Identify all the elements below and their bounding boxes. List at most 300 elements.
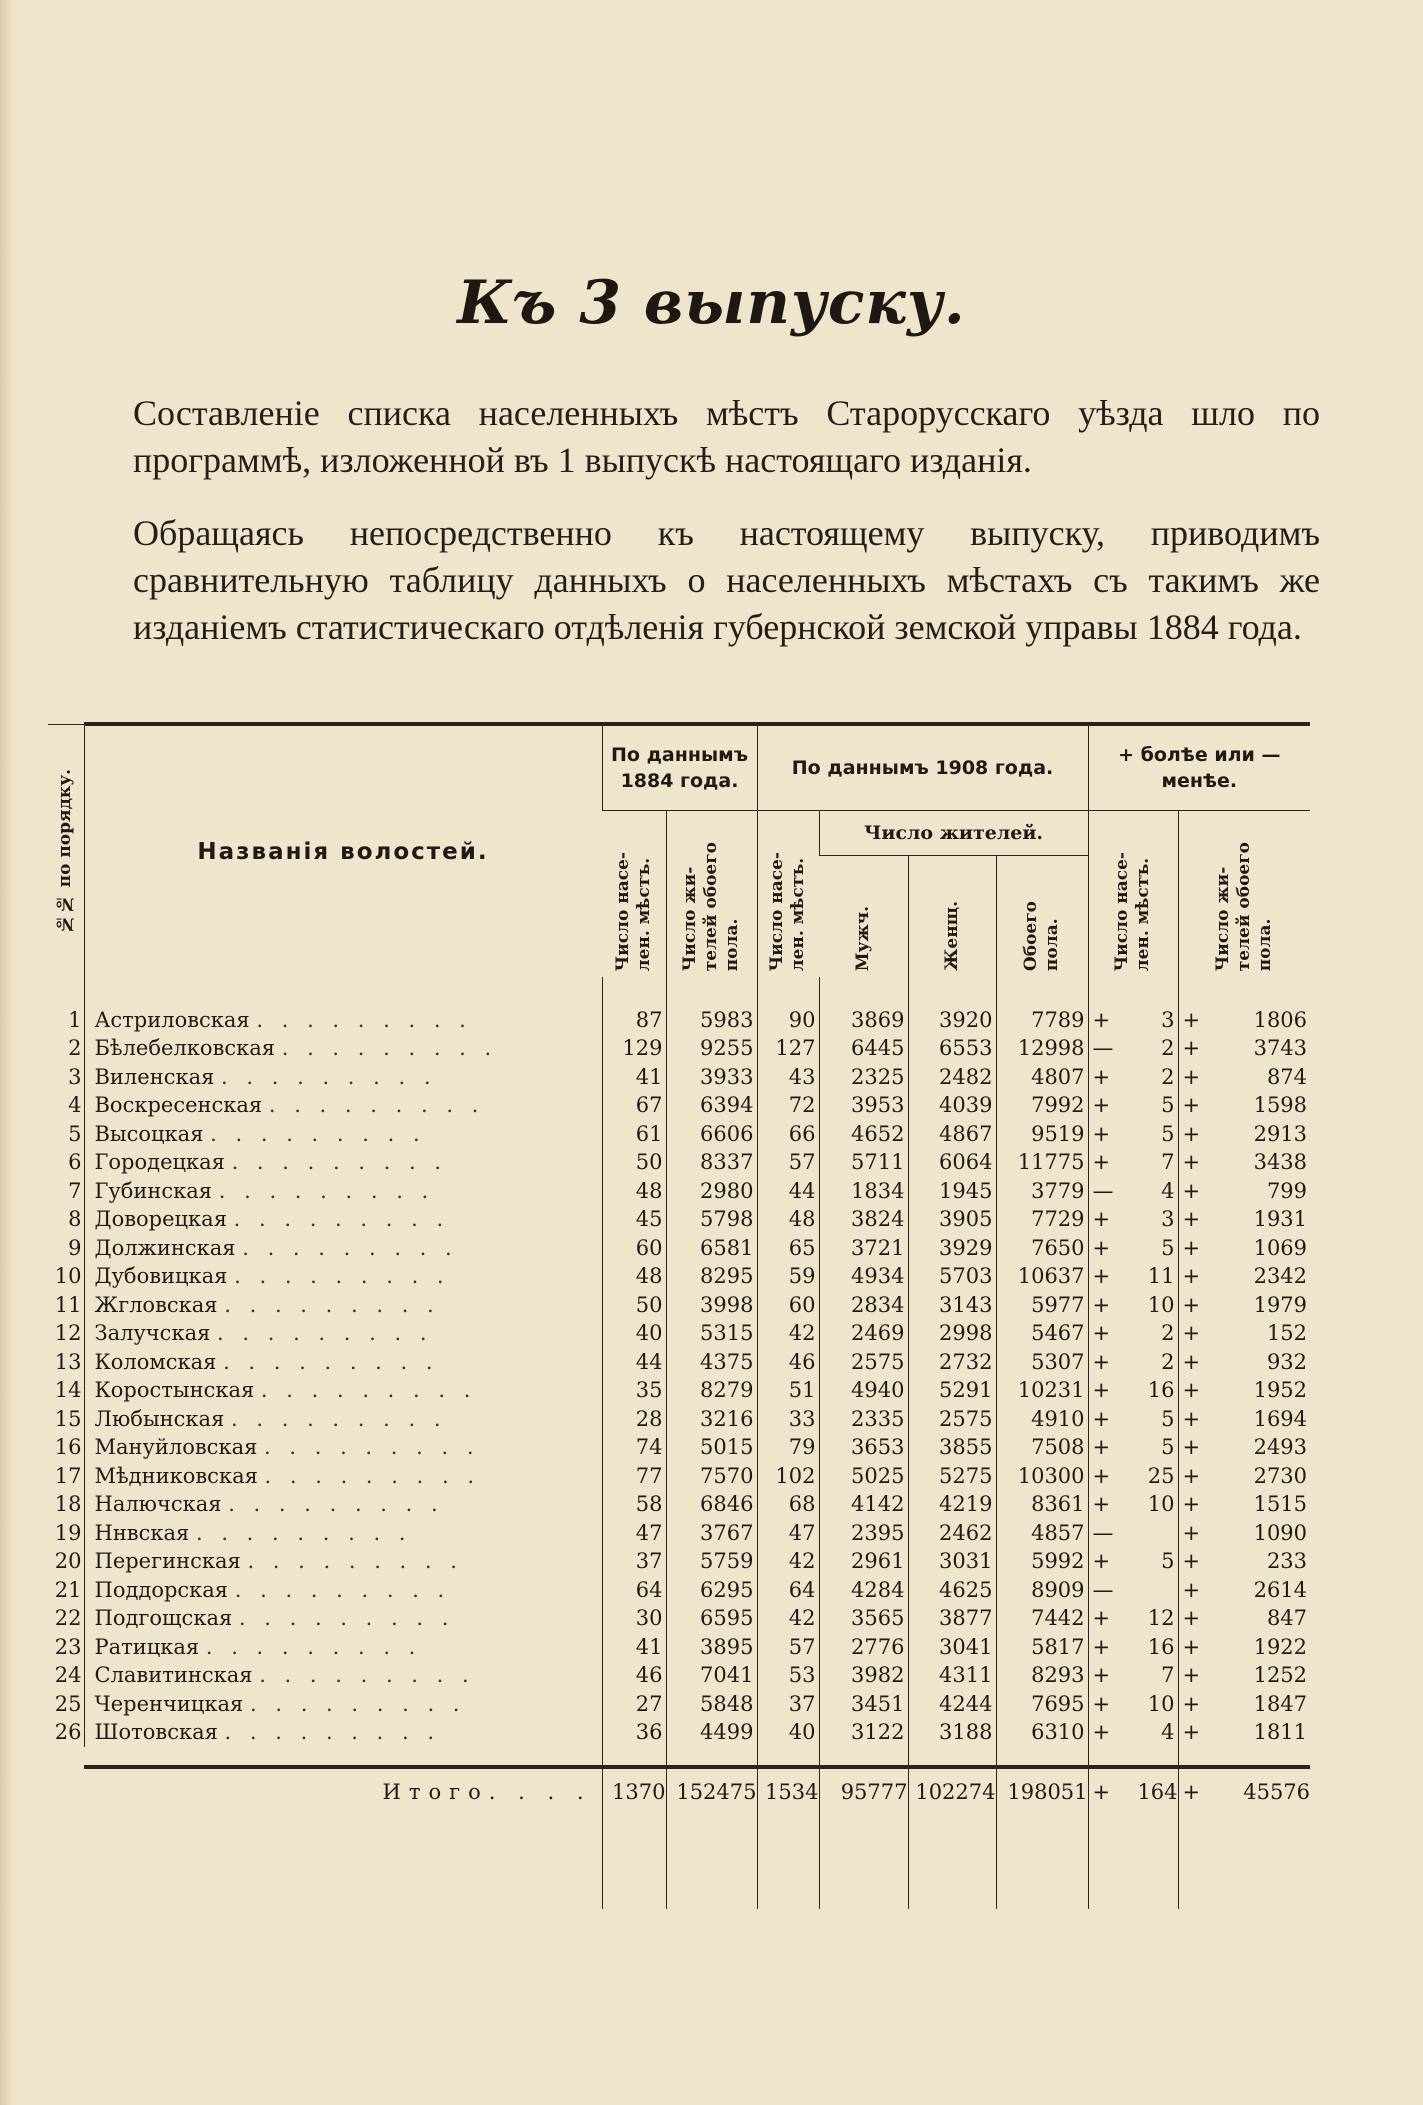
cell-places-1884: 67 xyxy=(602,1091,666,1120)
cell-places-1908: 37 xyxy=(757,1690,819,1719)
cell-both: 9519 xyxy=(996,1120,1088,1149)
cell-female: 3929 xyxy=(908,1234,996,1263)
cell-places-1884: 46 xyxy=(602,1661,666,1690)
total-gap xyxy=(48,1747,1310,1767)
cell-male: 4940 xyxy=(819,1376,908,1405)
cell-pop-diff: + 1090 xyxy=(1178,1519,1310,1548)
cell-places-diff: + 5 xyxy=(1088,1433,1178,1462)
volost-name: Астриловская . . . . . . . . . xyxy=(84,1006,602,1035)
cell-both: 7442 xyxy=(996,1604,1088,1633)
cell-places-1908: 64 xyxy=(757,1576,819,1605)
cell-pop-1884: 3895 xyxy=(666,1633,757,1662)
table-row xyxy=(48,1291,1310,1320)
total-female: 102274 xyxy=(908,1767,996,1815)
cell-female: 3031 xyxy=(908,1547,996,1576)
table-row xyxy=(48,1348,1310,1377)
cell-male: 3122 xyxy=(819,1718,908,1747)
cell-places-diff: — 4 xyxy=(1088,1177,1178,1206)
cell-both: 10300 xyxy=(996,1462,1088,1491)
volost-name: Воскресенская . . . . . . . . . xyxy=(84,1091,602,1120)
cell-pop-1884: 2980 xyxy=(666,1177,757,1206)
cell-female: 2998 xyxy=(908,1319,996,1348)
cell-both: 4910 xyxy=(996,1405,1088,1434)
cell-pop-diff: + 1694 xyxy=(1178,1405,1310,1434)
volost-name: Мануйловская . . . . . . . . . xyxy=(84,1433,602,1462)
col-places-1884: Число насе- лен. мѣстъ. xyxy=(602,811,666,978)
cell-places-1884: 41 xyxy=(602,1063,666,1092)
cell-places-diff: + 2 xyxy=(1088,1063,1178,1092)
table-row xyxy=(48,1034,1310,1063)
table-row xyxy=(48,1063,1310,1092)
table-tail xyxy=(48,1815,1310,1909)
cell-pop-1884: 3767 xyxy=(666,1519,757,1548)
group-diff-header: + болѣе или — менѣе. xyxy=(1088,724,1310,811)
total-male: 95777 xyxy=(819,1767,908,1815)
table-row xyxy=(48,1091,1310,1120)
table-body xyxy=(48,977,1310,1747)
cell-places-diff: + 16 xyxy=(1088,1633,1178,1662)
cell-female: 4867 xyxy=(908,1120,996,1149)
cell-places-diff: + 3 xyxy=(1088,1205,1178,1234)
cell-male: 4934 xyxy=(819,1262,908,1291)
cell-places-1908: 68 xyxy=(757,1490,819,1519)
table-row xyxy=(48,1205,1310,1234)
cell-places-1884: 58 xyxy=(602,1490,666,1519)
cell-female: 3855 xyxy=(908,1433,996,1462)
cell-places-1884: 37 xyxy=(602,1547,666,1576)
cell-pop-diff: + 1069 xyxy=(1178,1234,1310,1263)
cell-places-diff: + 5 xyxy=(1088,1234,1178,1263)
cell-pop-1884: 6606 xyxy=(666,1120,757,1149)
cell-places-diff: + 2 xyxy=(1088,1348,1178,1377)
cell-male: 3721 xyxy=(819,1234,908,1263)
cell-pop-diff: + 1811 xyxy=(1178,1718,1310,1747)
col-female: Женщ. xyxy=(908,856,996,978)
cell-both: 12998 xyxy=(996,1034,1088,1063)
table-row xyxy=(48,1462,1310,1491)
total-row xyxy=(48,1767,1310,1815)
cell-pop-1884: 4375 xyxy=(666,1348,757,1377)
cell-places-1908: 44 xyxy=(757,1177,819,1206)
cell-pop-1884: 3933 xyxy=(666,1063,757,1092)
row-number: 1 xyxy=(68,1007,82,1032)
cell-both: 6310 xyxy=(996,1718,1088,1747)
volost-name: Черенчицкая . . . . . . . . . xyxy=(84,1690,602,1719)
cell-male: 2395 xyxy=(819,1519,908,1548)
cell-both: 10231 xyxy=(996,1376,1088,1405)
cell-pop-1884: 7041 xyxy=(666,1661,757,1690)
cell-both: 7650 xyxy=(996,1234,1088,1263)
volost-name: Дубовицкая . . . . . . . . . xyxy=(84,1262,602,1291)
cell-both: 5817 xyxy=(996,1633,1088,1662)
cell-places-1908: 42 xyxy=(757,1547,819,1576)
cell-male: 4284 xyxy=(819,1576,908,1605)
table-row xyxy=(48,1319,1310,1348)
volost-name: Ратицкая . . . . . . . . . xyxy=(84,1633,602,1662)
volost-name: Поддорская . . . . . . . . . xyxy=(84,1576,602,1605)
cell-female: 6553 xyxy=(908,1034,996,1063)
cell-pop-diff: + 2342 xyxy=(1178,1262,1310,1291)
cell-male: 3982 xyxy=(819,1661,908,1690)
row-number: 8 xyxy=(68,1207,82,1231)
cell-places-1884: 30 xyxy=(602,1604,666,1633)
cell-pop-diff: + 847 xyxy=(1178,1604,1310,1633)
cell-male: 3451 xyxy=(819,1690,908,1719)
total-pop-diff: + 45576 xyxy=(1178,1767,1310,1815)
cell-male: 5025 xyxy=(819,1462,908,1491)
table-row xyxy=(48,1177,1310,1206)
cell-male: 2961 xyxy=(819,1547,908,1576)
cell-pop-1884: 6394 xyxy=(666,1091,757,1120)
cell-both: 7508 xyxy=(996,1433,1088,1462)
table-row xyxy=(48,1547,1310,1576)
cell-places-1884: 60 xyxy=(602,1234,666,1263)
cell-pop-1884: 7570 xyxy=(666,1462,757,1491)
cell-places-1908: 102 xyxy=(757,1462,819,1491)
table-row xyxy=(48,1690,1310,1719)
table-row xyxy=(48,1006,1310,1035)
cell-places-1884: 48 xyxy=(602,1177,666,1206)
volost-name: Жгловская . . . . . . . . . xyxy=(84,1291,602,1320)
volost-name: Ннвская . . . . . . . . . xyxy=(84,1519,602,1548)
table-row xyxy=(48,1120,1310,1149)
cell-places-1908: 72 xyxy=(757,1091,819,1120)
cell-both: 4857 xyxy=(996,1519,1088,1548)
cell-both: 7992 xyxy=(996,1091,1088,1120)
row-number: 16 xyxy=(54,1435,82,1459)
cell-places-1884: 77 xyxy=(602,1462,666,1491)
cell-female: 3905 xyxy=(908,1205,996,1234)
cell-places-1908: 66 xyxy=(757,1120,819,1149)
cell-places-1908: 79 xyxy=(757,1433,819,1462)
cell-pop-1884: 4499 xyxy=(666,1718,757,1747)
cell-places-diff: + 10 xyxy=(1088,1490,1178,1519)
cell-pop-diff: + 2614 xyxy=(1178,1576,1310,1605)
cell-both: 8293 xyxy=(996,1661,1088,1690)
volost-name: Залучская . . . . . . . . . xyxy=(84,1319,602,1348)
row-number: 5 xyxy=(68,1121,82,1146)
cell-places-diff: + 7 xyxy=(1088,1661,1178,1690)
volost-name: Виленская . . . . . . . . . xyxy=(84,1063,602,1092)
cell-places-diff: — xyxy=(1088,1519,1178,1548)
cell-places-1908: 65 xyxy=(757,1234,819,1263)
cell-female: 2575 xyxy=(908,1405,996,1434)
cell-pop-diff: + 1922 xyxy=(1178,1633,1310,1662)
total-places-diff: + 164 xyxy=(1088,1767,1178,1815)
cell-places-1908: 57 xyxy=(757,1633,819,1662)
cell-places-1884: 47 xyxy=(602,1519,666,1548)
row-number: 9 xyxy=(68,1235,82,1260)
row-number: 10 xyxy=(54,1264,82,1288)
cell-places-diff: + 5 xyxy=(1088,1547,1178,1576)
cell-places-1884: 74 xyxy=(602,1433,666,1462)
total-places-1884: 1370 xyxy=(602,1767,666,1815)
table-row xyxy=(48,1519,1310,1548)
cell-female: 5703 xyxy=(908,1262,996,1291)
row-number: 7 xyxy=(68,1178,82,1203)
cell-female: 2732 xyxy=(908,1348,996,1377)
cell-pop-1884: 8337 xyxy=(666,1148,757,1177)
cell-places-diff: + 12 xyxy=(1088,1604,1178,1633)
cell-places-1884: 35 xyxy=(602,1376,666,1405)
cell-female: 5275 xyxy=(908,1462,996,1491)
cell-pop-diff: + 1931 xyxy=(1178,1205,1310,1234)
cell-pop-1884: 5798 xyxy=(666,1205,757,1234)
intro-paragraph: Составленіе списка населенныхъ мѣстъ Старорусскаго уѣзда шло по программѣ, изложенной въ 1 выпускѣ настоящаго изданія. xyxy=(133,393,1320,480)
row-number: 13 xyxy=(54,1349,82,1374)
table-row xyxy=(48,1376,1310,1405)
cell-female: 2482 xyxy=(908,1063,996,1092)
cell-pop-diff: + 932 xyxy=(1178,1348,1310,1377)
cell-male: 3653 xyxy=(819,1433,908,1462)
cell-female: 4625 xyxy=(908,1576,996,1605)
cell-pop-1884: 8279 xyxy=(666,1376,757,1405)
cell-pop-diff: + 1598 xyxy=(1178,1091,1310,1120)
cell-pop-diff: + 1515 xyxy=(1178,1490,1310,1519)
cell-places-diff: + 5 xyxy=(1088,1120,1178,1149)
cell-both: 7729 xyxy=(996,1205,1088,1234)
cell-pop-1884: 6581 xyxy=(666,1234,757,1263)
row-number: 14 xyxy=(54,1378,82,1402)
row-number: 24 xyxy=(54,1663,82,1687)
cell-pop-1884: 5315 xyxy=(666,1319,757,1348)
row-number: 26 xyxy=(54,1720,82,1744)
row-number: 18 xyxy=(54,1492,82,1516)
cell-female: 2462 xyxy=(908,1519,996,1548)
cell-female: 4311 xyxy=(908,1661,996,1690)
cell-male: 2776 xyxy=(819,1633,908,1662)
volost-name: Коростынская . . . . . . . . . xyxy=(84,1376,602,1405)
cell-pop-diff: + 1252 xyxy=(1178,1661,1310,1690)
cell-places-1884: 44 xyxy=(602,1348,666,1377)
cell-pop-1884: 6295 xyxy=(666,1576,757,1605)
row-number-header: №№ по порядку. xyxy=(48,724,84,977)
cell-pop-1884: 5759 xyxy=(666,1547,757,1576)
cell-places-diff: + 4 xyxy=(1088,1718,1178,1747)
table-row xyxy=(48,1148,1310,1177)
row-number: 15 xyxy=(54,1406,82,1431)
comparison-table xyxy=(48,722,1310,1909)
cell-places-diff: + 2 xyxy=(1088,1319,1178,1348)
volost-name: Доворецкая . . . . . . . . . xyxy=(84,1205,602,1234)
cell-pop-1884: 9255 xyxy=(666,1034,757,1063)
cell-pop-diff: + 799 xyxy=(1178,1177,1310,1206)
cell-places-diff: + 11 xyxy=(1088,1262,1178,1291)
table-row xyxy=(48,1633,1310,1662)
volost-name: Высоцкая . . . . . . . . . xyxy=(84,1120,602,1149)
volost-name: Любынская . . . . . . . . . xyxy=(84,1405,602,1434)
cell-places-1908: 42 xyxy=(757,1319,819,1348)
cell-places-1908: 40 xyxy=(757,1718,819,1747)
cell-pop-diff: + 1847 xyxy=(1178,1690,1310,1719)
cell-pop-1884: 3998 xyxy=(666,1291,757,1320)
col-pop-diff: Число жи- телей обоего пола. xyxy=(1178,811,1310,978)
row-number: 2 xyxy=(68,1036,82,1060)
cell-both: 3779 xyxy=(996,1177,1088,1206)
volost-name: Налючская . . . . . . . . . xyxy=(84,1490,602,1519)
volost-name: Городецкая . . . . . . . . . xyxy=(84,1148,602,1177)
cell-female: 6064 xyxy=(908,1148,996,1177)
cell-pop-1884: 5848 xyxy=(666,1690,757,1719)
cell-male: 6445 xyxy=(819,1034,908,1063)
group-1884-header: По даннымъ 1884 года. xyxy=(602,724,757,811)
cell-both: 5977 xyxy=(996,1291,1088,1320)
cell-both: 4807 xyxy=(996,1063,1088,1092)
cell-male: 3869 xyxy=(819,1006,908,1035)
total-both: 198051 xyxy=(996,1767,1088,1815)
table-row xyxy=(48,1576,1310,1605)
col-both: Обоего пола. xyxy=(996,856,1088,978)
cell-female: 3877 xyxy=(908,1604,996,1633)
cell-places-1908: 47 xyxy=(757,1519,819,1548)
cell-male: 3824 xyxy=(819,1205,908,1234)
comparison-paragraph: Обращаясь непосредственно къ настоящему выпуску, приводимъ сравнительную таблицу данныхъ о населенныхъ мѣстахъ съ такимъ же изданіемъ статистическаго отдѣленія губернской земской управы 1884 года. xyxy=(133,513,1320,647)
group-1908-header: По даннымъ 1908 года. xyxy=(757,724,1088,811)
volost-name: Подгощская . . . . . . . . . xyxy=(84,1604,602,1633)
cell-places-diff: — xyxy=(1088,1576,1178,1605)
cell-places-1884: 129 xyxy=(602,1034,666,1063)
col-pop-1884: Число жи- телей обоего пола. xyxy=(666,811,757,978)
row-number: 22 xyxy=(54,1606,82,1630)
cell-both: 8361 xyxy=(996,1490,1088,1519)
col-male: Мужч. xyxy=(819,856,908,978)
cell-places-diff: + 3 xyxy=(1088,1006,1178,1035)
cell-female: 5291 xyxy=(908,1376,996,1405)
col-places-1908: Число насе- лен. мѣстъ. xyxy=(757,811,819,978)
row-number: 23 xyxy=(54,1634,82,1659)
cell-both: 11775 xyxy=(996,1148,1088,1177)
cell-pop-diff: + 152 xyxy=(1178,1319,1310,1348)
volost-name: Шотовская . . . . . . . . . xyxy=(84,1718,602,1747)
cell-pop-diff: + 2493 xyxy=(1178,1433,1310,1462)
cell-both: 7695 xyxy=(996,1690,1088,1719)
cell-places-diff: + 10 xyxy=(1088,1690,1178,1719)
cell-female: 3188 xyxy=(908,1718,996,1747)
cell-places-diff: + 5 xyxy=(1088,1405,1178,1434)
names-header: Названія волостей. xyxy=(84,724,602,977)
row-number: 20 xyxy=(54,1549,82,1573)
col-places-diff: Число насе- лен. мѣстъ. xyxy=(1088,811,1178,978)
cell-male: 4652 xyxy=(819,1120,908,1149)
cell-places-1908: 59 xyxy=(757,1262,819,1291)
cell-pop-diff: + 3743 xyxy=(1178,1034,1310,1063)
cell-places-1884: 45 xyxy=(602,1205,666,1234)
cell-places-1884: 41 xyxy=(602,1633,666,1662)
cell-places-diff: + 7 xyxy=(1088,1148,1178,1177)
cell-places-1908: 43 xyxy=(757,1063,819,1092)
cell-both: 8909 xyxy=(996,1576,1088,1605)
row-number: 19 xyxy=(54,1520,82,1545)
cell-male: 3953 xyxy=(819,1091,908,1120)
cell-female: 1945 xyxy=(908,1177,996,1206)
cell-pop-diff: + 3438 xyxy=(1178,1148,1310,1177)
spacer-row xyxy=(48,977,1310,1006)
cell-male: 2469 xyxy=(819,1319,908,1348)
total-pop-1884: 152475 xyxy=(666,1767,757,1815)
cell-male: 2575 xyxy=(819,1348,908,1377)
row-number: 21 xyxy=(54,1577,82,1602)
volost-name: Бѣлебелковская . . . . . . . . . xyxy=(84,1034,602,1063)
cell-places-1908: 60 xyxy=(757,1291,819,1320)
cell-places-diff: + 5 xyxy=(1088,1091,1178,1120)
cell-pop-diff: + 1806 xyxy=(1178,1006,1310,1035)
row-number: 25 xyxy=(54,1691,82,1716)
cell-male: 2834 xyxy=(819,1291,908,1320)
row-number: 17 xyxy=(54,1463,82,1488)
cell-pop-1884: 5983 xyxy=(666,1006,757,1035)
cell-pop-1884: 6846 xyxy=(666,1490,757,1519)
cell-places-diff: + 25 xyxy=(1088,1462,1178,1491)
cell-pop-diff: + 2913 xyxy=(1178,1120,1310,1149)
cell-male: 5711 xyxy=(819,1148,908,1177)
cell-pop-1884: 3216 xyxy=(666,1405,757,1434)
cell-places-1884: 40 xyxy=(602,1319,666,1348)
cell-places-1908: 42 xyxy=(757,1604,819,1633)
cell-pop-diff: + 1979 xyxy=(1178,1291,1310,1320)
table-row xyxy=(48,1718,1310,1747)
cell-male: 1834 xyxy=(819,1177,908,1206)
table-row xyxy=(48,1490,1310,1519)
cell-places-diff: — 2 xyxy=(1088,1034,1178,1063)
row-number: 3 xyxy=(68,1064,82,1089)
cell-places-1908: 90 xyxy=(757,1006,819,1035)
volost-name: Коломская . . . . . . . . . xyxy=(84,1348,602,1377)
cell-female: 4244 xyxy=(908,1690,996,1719)
cell-male: 4142 xyxy=(819,1490,908,1519)
volost-name: Губинская . . . . . . . . . xyxy=(84,1177,602,1206)
cell-pop-diff: + 874 xyxy=(1178,1063,1310,1092)
cell-female: 3143 xyxy=(908,1291,996,1320)
table-row xyxy=(48,1433,1310,1462)
cell-both: 10637 xyxy=(996,1262,1088,1291)
row-number: 11 xyxy=(54,1292,82,1317)
cell-places-1908: 46 xyxy=(757,1348,819,1377)
cell-places-1884: 48 xyxy=(602,1262,666,1291)
volost-name: Мѣдниковская . . . . . . . . . xyxy=(84,1462,602,1491)
cell-both: 5307 xyxy=(996,1348,1088,1377)
cell-places-1884: 61 xyxy=(602,1120,666,1149)
cell-places-diff: + 10 xyxy=(1088,1291,1178,1320)
cell-both: 7789 xyxy=(996,1006,1088,1035)
cell-places-1884: 36 xyxy=(602,1718,666,1747)
cell-male: 2325 xyxy=(819,1063,908,1092)
cell-places-1908: 57 xyxy=(757,1148,819,1177)
row-number: 4 xyxy=(68,1093,82,1117)
cell-both: 5467 xyxy=(996,1319,1088,1348)
table-row xyxy=(48,1405,1310,1434)
cell-places-1884: 50 xyxy=(602,1148,666,1177)
cell-places-1908: 53 xyxy=(757,1661,819,1690)
total-label: Итого. . . . xyxy=(84,1767,602,1815)
cell-places-1908: 48 xyxy=(757,1205,819,1234)
cell-pop-1884: 6595 xyxy=(666,1604,757,1633)
cell-places-1908: 51 xyxy=(757,1376,819,1405)
volost-name: Должинская . . . . . . . . . xyxy=(84,1234,602,1263)
table-row xyxy=(48,1604,1310,1633)
inhabitants-header: Число жителей. xyxy=(819,811,1088,856)
cell-male: 2335 xyxy=(819,1405,908,1434)
cell-female: 4219 xyxy=(908,1490,996,1519)
cell-male: 3565 xyxy=(819,1604,908,1633)
page-title: Къ 3 выпуску. xyxy=(457,268,966,338)
total-places-1908: 1534 xyxy=(757,1767,819,1815)
cell-pop-diff: + 233 xyxy=(1178,1547,1310,1576)
cell-pop-1884: 5015 xyxy=(666,1433,757,1462)
cell-pop-diff: + 1952 xyxy=(1178,1376,1310,1405)
cell-both: 5992 xyxy=(996,1547,1088,1576)
cell-pop-diff: + 2730 xyxy=(1178,1462,1310,1491)
cell-places-1884: 64 xyxy=(602,1576,666,1605)
